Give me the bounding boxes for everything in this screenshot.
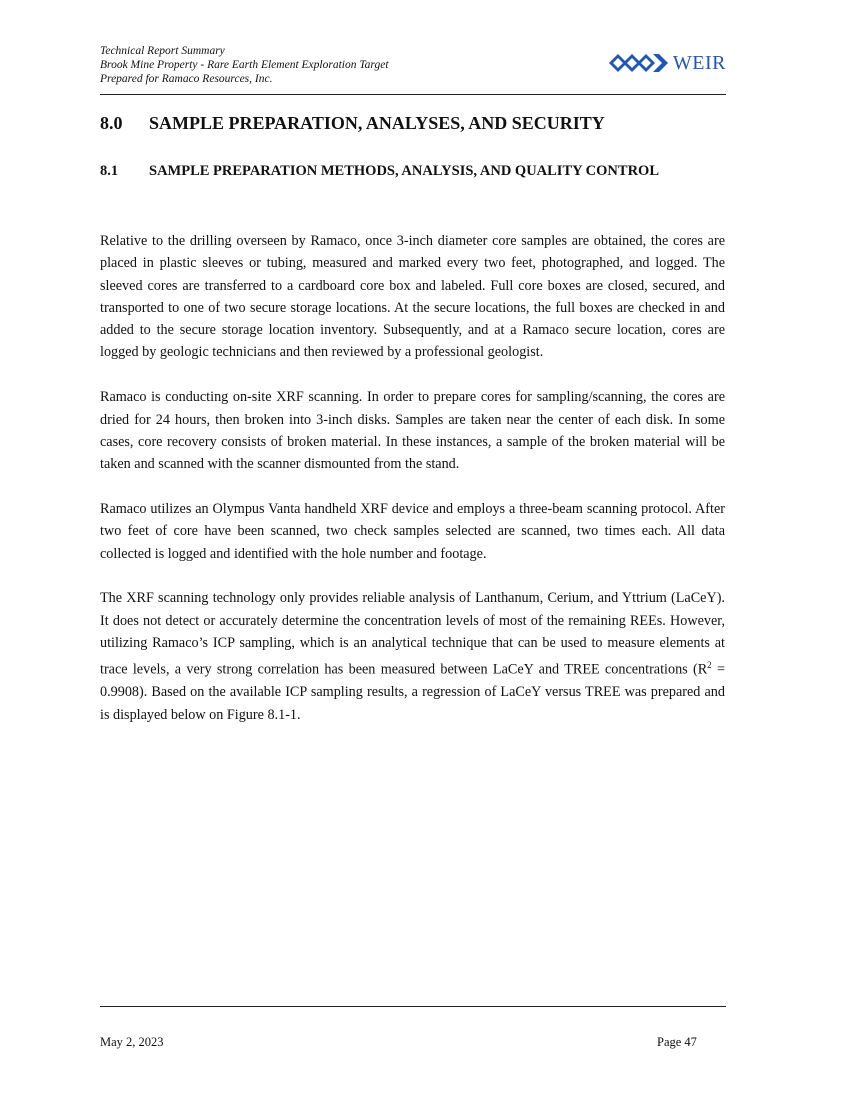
subsection-number: 8.1 xyxy=(100,163,119,179)
section-number: 8.0 xyxy=(100,113,123,133)
header-client: Prepared for Ramaco Resources, Inc. xyxy=(100,73,273,85)
header-report-type: Technical Report Summary xyxy=(100,45,225,57)
page-number: Page 47 xyxy=(657,1035,697,1049)
section-title: SAMPLE PREPARATION, ANALYSES, AND SECURITY xyxy=(149,113,605,133)
header-project-title: Brook Mine Property - Rare Earth Element Exploration Target xyxy=(100,59,389,71)
body-text xyxy=(100,230,725,748)
page-header xyxy=(100,44,726,94)
paragraph-text-part2: = 0.9908). Based on the available ICP sampling results, a regression of LaCeY versus TREE was prepared and is displayed below on Figure 8.1-1. xyxy=(100,661,725,723)
weir-logo xyxy=(609,50,726,76)
subsection-title: SAMPLE PREPARATION METHODS, ANALYSIS, AND QUALITY CONTROL xyxy=(149,163,659,179)
paragraph-lacey-correlation xyxy=(100,587,725,726)
paragraph-text-part1: The XRF scanning technology only provides reliable analysis of Lanthanum, Cerium, and Yttrium (LaCeY). It does not detect or accurately determine the concentration levels of most of the remaining REEs. However, utilizing Ramaco’s ICP sampling, which is an analytical technique that can be used to measure elements at trace levels, a very strong correlation has been measured between LaCeY and TREE concentrations (R xyxy=(100,590,725,678)
logo-wordmark: WEIR xyxy=(672,51,726,74)
footer-date: May 2, 2023 xyxy=(100,1035,164,1049)
diamond-chevrons-icon xyxy=(609,52,671,74)
footer-divider xyxy=(100,1006,726,1007)
paragraph-xrf-preparation: Ramaco is conducting on-site XRF scanning. In order to prepare cores for sampling/scanning, the cores are dried for 24 hours, then broken into 3-inch disks. Samples are taken near the center of each disk. In some cases, core recovery consists of broken material. In these instances, a sample of the broken material will be taken and scanned with the scanner dismounted from the stand. xyxy=(100,389,725,473)
section-heading xyxy=(100,113,605,134)
paragraph-xrf-device: Ramaco utilizes an Olympus Vanta handheld XRF device and employs a three-beam scanning protocol. After two feet of core have been scanned, two check samples selected are scanned, two times each. All data collected is logged and identified with the hole number and footage. xyxy=(100,500,725,562)
paragraph-core-handling: Relative to the drilling overseen by Ramaco, once 3-inch diameter core samples are obtained, the cores are placed in plastic sleeves or tubing, measured and marked every two feet, photographed, and logged. The sleeved cores are transferred to a cardboard core box and labeled. Full core boxes are closed, secured, and transported to one of two secure storage locations. At the secure locations, the full boxes are checked in and added to the secure storage location inventory. Subsequently, and at a Ramaco secure location, cores are logged by geologic technicians and then reviewed by a professional geologist. xyxy=(100,233,725,361)
superscript-two: 2 xyxy=(707,660,712,671)
header-divider xyxy=(100,94,726,95)
